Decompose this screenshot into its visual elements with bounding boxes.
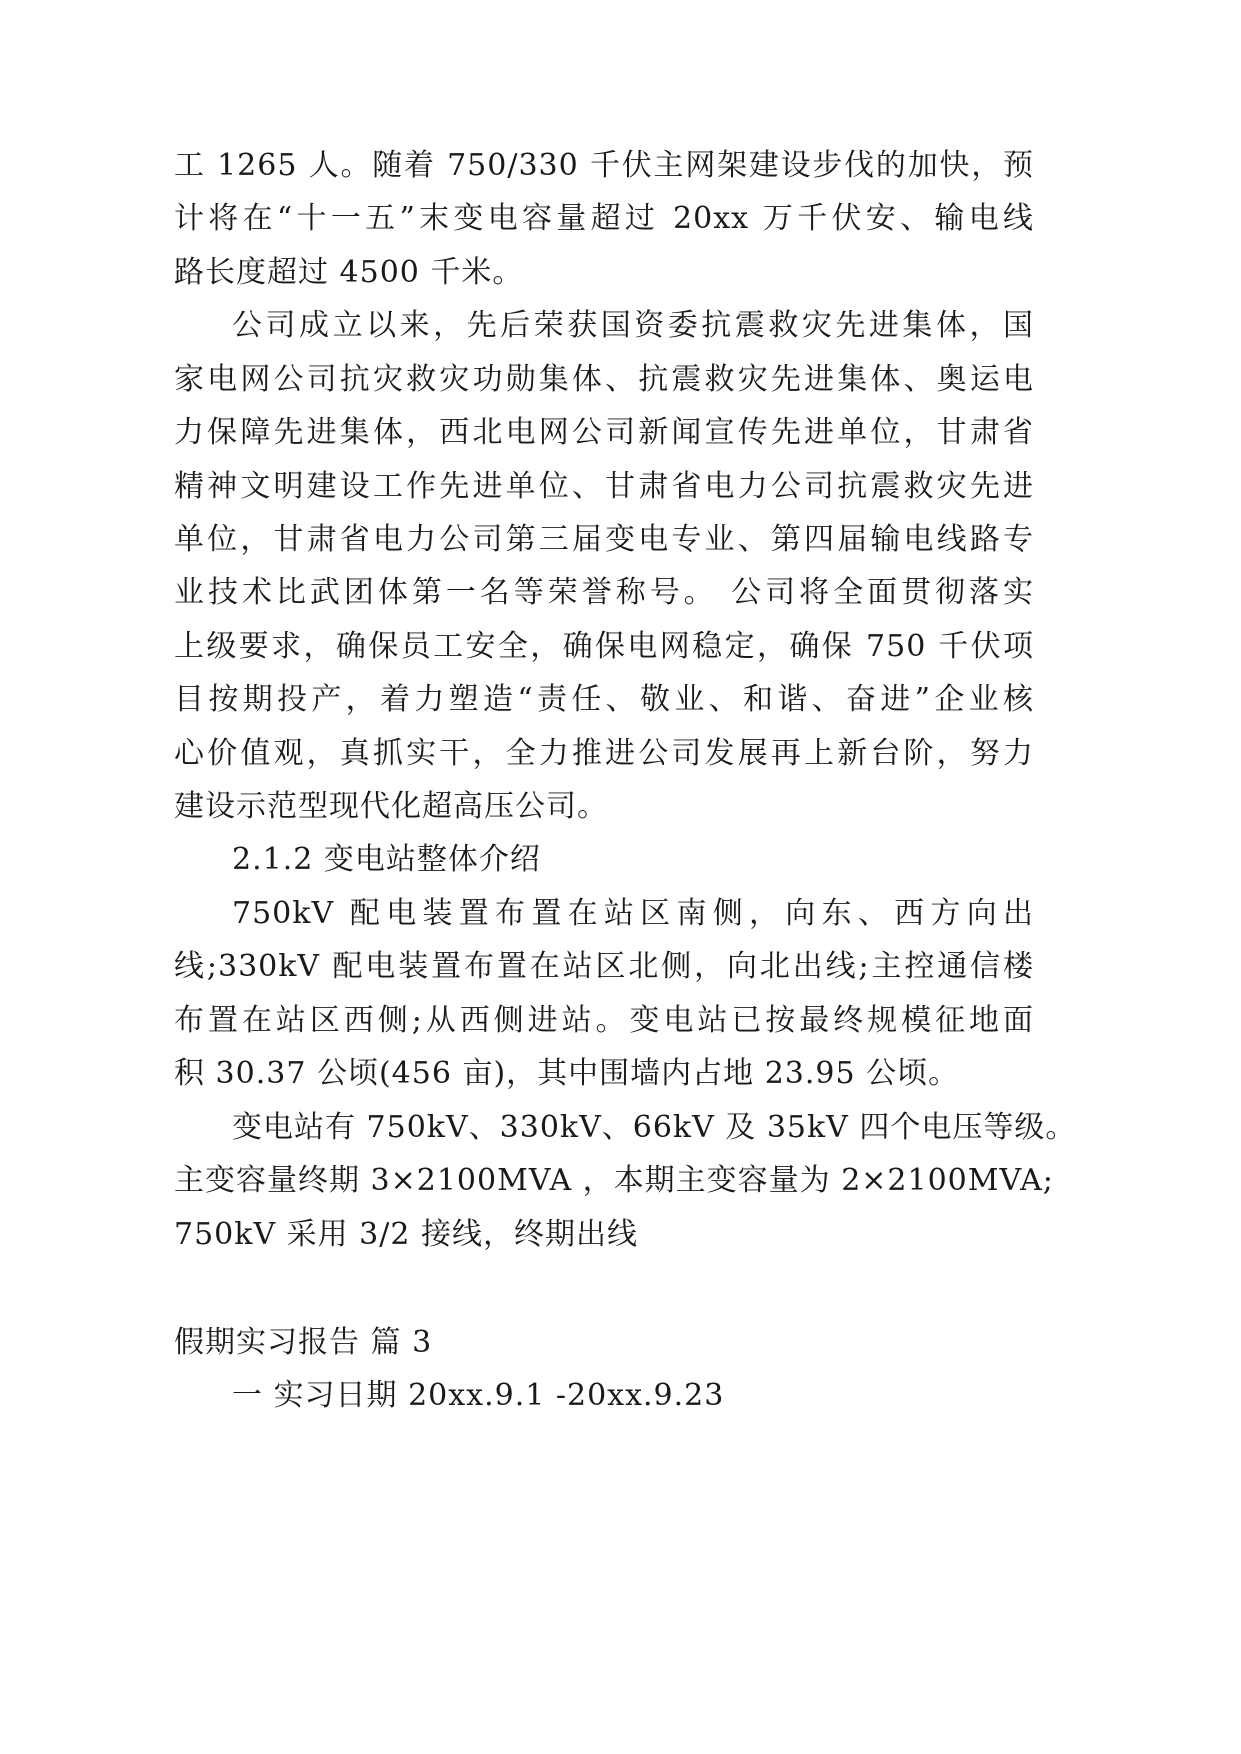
paragraph-1-line-1: 工 1265 人。随着 750/330 千伏主网架建设步伐的加快，预 (174, 148, 1034, 183)
paragraph-2-line-5: 单位，甘肃省电力公司第三届变电专业、第四届输电线路专 (174, 522, 1034, 557)
paragraph-1-line-3: 路长度超过 4500 千米。 (174, 255, 524, 290)
paragraph-4-line-2: 主变容量终期 3×2100MVA ，本期主变容量为 2×2100MVA; (174, 1163, 1054, 1198)
paragraph-2-line-9: 心价值观，真抓实干，全力推进公司发展再上新台阶，努力 (174, 736, 1034, 771)
paragraph-4-line-3: 750kV 采用 3/2 接线，终期出线 (174, 1217, 638, 1252)
paragraph-3-line-3: 布置在站区西侧;从西侧进站。变电站已按最终规模征地面 (174, 1003, 1034, 1038)
paragraph-3-line-1: 750kV 配电装置布置在站区南侧，向东、西方向出 (232, 896, 1034, 931)
paragraph-2-line-3: 力保障先进集体，西北电网公司新闻宣传先进单位，甘肃省 (174, 415, 1034, 450)
report-title: 假期实习报告 篇 3 (174, 1325, 433, 1360)
paragraph-2-line-8: 目按期投产，着力塑造“责任、敬业、和谐、奋进”企业核 (174, 682, 1034, 717)
internship-date-item: 一 实习日期 20xx.9.1 -20xx.9.23 (232, 1378, 725, 1413)
paragraph-2-line-7: 上级要求，确保员工安全，确保电网稳定，确保 750 千伏项 (174, 629, 1034, 664)
paragraph-1-line-2: 计将在“十一五”末变电容量超过 20xx 万千伏安、输电线 (174, 201, 1034, 236)
paragraph-3-line-4: 积 30.37 公顷(456 亩)，其中围墙内占地 23.95 公顷。 (174, 1056, 960, 1091)
paragraph-3-line-2: 线;330kV 配电装置布置在站区北侧，向北出线;主控通信楼 (174, 949, 1034, 984)
section-heading: 2.1.2 变电站整体介绍 (232, 842, 541, 877)
paragraph-2-line-1: 公司成立以来，先后荣获国资委抗震救灾先进集体，国 (232, 308, 1034, 343)
paragraph-2-line-6: 业技术比武团体第一名等荣誉称号。 公司将全面贯彻落实 (174, 575, 1034, 610)
paragraph-2-line-2: 家电网公司抗灾救灾功勋集体、抗震救灾先进集体、奥运电 (174, 362, 1034, 397)
paragraph-4-line-1: 变电站有 750kV、330kV、66kV 及 35kV 四个电压等级。 (232, 1110, 1077, 1145)
paragraph-2-line-4: 精神文明建设工作先进单位、甘肃省电力公司抗震救灾先进 (174, 469, 1034, 504)
paragraph-2-line-10: 建设示范型现代化超高压公司。 (174, 789, 608, 824)
